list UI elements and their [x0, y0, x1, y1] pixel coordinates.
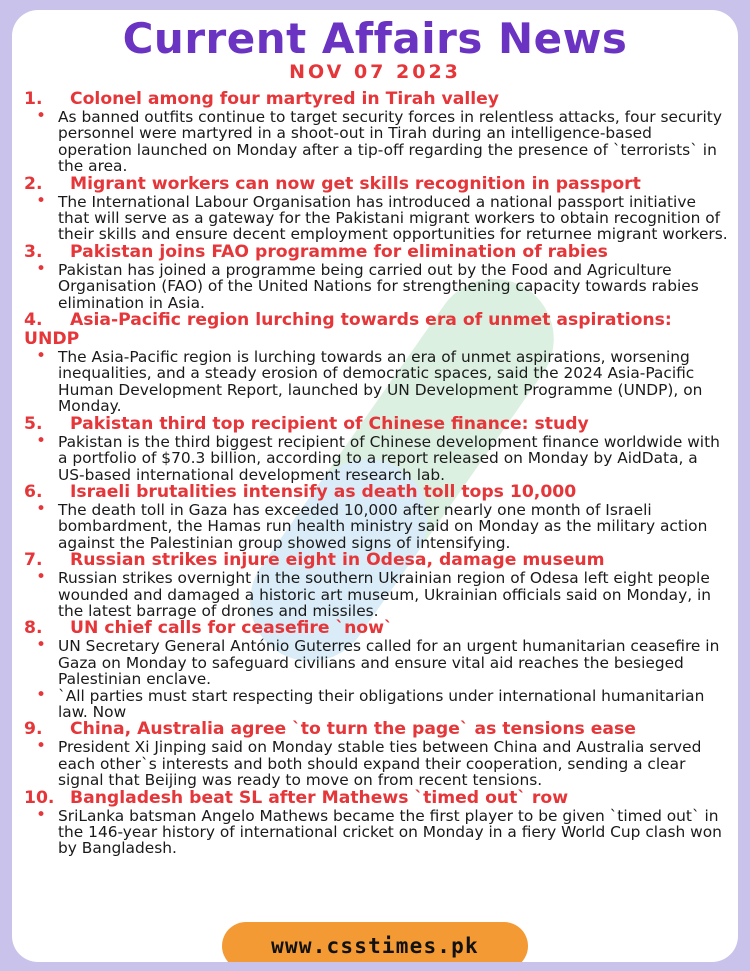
news-bullet: • Pakistan is the third biggest recipient of Chinese development finance worldwide with a portfolio of $70.3 billion, according to a report released on Monday by AidData, a US-based international development research lab.: [24, 434, 728, 483]
news-item: [24, 483, 728, 551]
website-link[interactable]: www.csstimes.pk: [271, 934, 479, 958]
news-bullet: • UN Secretary General António Guterres called for an urgent humanitarian ceasefire in Gaza on Monday to safeguard civilians and ensure vital aid reaches the besieged Palestinian enclave.: [24, 638, 728, 687]
news-item-title: [24, 619, 728, 638]
news-bullet: • SriLanka batsman Angelo Mathews became the first player to be given `timed out` in the 146-year history of international cricket on Monday in a fiery World Cup clash won by Bangladesh.: [24, 808, 728, 857]
news-bullet: • `All parties must start respecting their obligations under international humanitarian law. Now: [24, 688, 728, 721]
news-item-number: 5.: [24, 413, 43, 434]
news-item-headline: Israeli brutalities intensify as death toll tops 10,000: [70, 481, 577, 502]
news-item: [24, 90, 728, 175]
news-bullet: • Russian strikes overnight in the southern Ukrainian region of Odesa left eight people wounded and damaged a historic art museum, Ukrainian officials said on Monday, in the latest barrage of drones and missiles.: [24, 570, 728, 619]
news-item: [24, 175, 728, 243]
news-item: [24, 619, 728, 720]
news-item-headline: Migrant workers can now get skills recognition in passport: [70, 173, 641, 194]
news-item-headline: Asia-Pacific region lurching towards era of unmet aspirations: UNDP: [24, 310, 672, 350]
news-item: [24, 789, 728, 857]
news-card: [12, 10, 738, 962]
news-item: [24, 551, 728, 619]
news-item-title: [24, 551, 728, 570]
news-item-title: [24, 483, 728, 502]
news-item: [24, 415, 728, 483]
news-item-title: [24, 720, 728, 739]
news-item-title: [24, 243, 728, 262]
page-header: [12, 10, 738, 82]
news-item: [24, 243, 728, 311]
news-item-number: 2.: [24, 173, 43, 194]
news-item-number: 1.: [24, 89, 43, 109]
news-item-headline: Pakistan joins FAO programme for elimination of rabies: [70, 241, 608, 262]
news-bullet: • The death toll in Gaza has exceeded 10,000 after nearly one month of Israeli bombardment, the Hamas run health ministry said on Monday as the military action against the Palestinian group showed signs of intensifying.: [24, 502, 728, 551]
news-item-number: 10.: [24, 787, 55, 808]
news-bullet: • As banned outfits continue to target security forces in relentless attacks, four security personnel were martyred in a shoot-out in Tirah during an intelligence-based operation launched on Monday after a tip-off regarding the presence of `terrorists` in the area.: [24, 109, 728, 175]
news-item-number: 3.: [24, 241, 43, 262]
news-item-number: 7.: [24, 550, 43, 571]
page-title: Current Affairs News: [122, 14, 628, 63]
news-item-headline: Pakistan third top recipient of Chinese finance: study: [70, 413, 589, 434]
news-bullet: • The Asia-Pacific region is lurching towards an era of unmet aspirations, worsening inequalities, and a steady erosion of democratic spaces, said the 2024 Asia-Pacific Human Development Report, launched by UN Development Programme (UNDP), on Monday.: [24, 349, 728, 415]
news-item-headline: Colonel among four martyred in Tirah valley: [70, 89, 499, 109]
news-item-headline: UN chief calls for ceasefire `now`: [70, 618, 393, 639]
news-bullet: • The International Labour Organisation has introduced a national passport initiative that will serve as a gateway for the Pakistani migrant workers to obtain recognition of their skills and ensure decent employment opportunities for returnee migrant workers.: [24, 194, 728, 243]
page-date: NOV 07 2023: [289, 61, 461, 83]
news-item-headline: Russian strikes injure eight in Odesa, damage museum: [70, 550, 605, 571]
news-item-number: 6.: [24, 481, 43, 502]
news-item-number: 9.: [24, 719, 43, 740]
news-bullet: • Pakistan has joined a programme being carried out by the Food and Agriculture Organisation (FAO) of the United Nations for strengthening capacity towards rabies elimination in Asia.: [24, 262, 728, 311]
news-item-title: [24, 175, 728, 194]
news-item-title: [24, 311, 728, 349]
website-button[interactable]: [222, 922, 528, 962]
news-item-number: 8.: [24, 618, 43, 639]
news-item-number: 4.: [24, 310, 43, 331]
news-bullet: • President Xi Jinping said on Monday stable ties between China and Australia served each other`s interests and both should expand their cooperation, sending a clear signal that Beijing was ready to move on from recent tensions.: [24, 739, 728, 788]
news-item-headline: Bangladesh beat SL after Mathews `timed out` row: [70, 787, 569, 808]
news-item-headline: China, Australia agree `to turn the page` as tensions ease: [70, 719, 636, 740]
news-item: [24, 311, 728, 415]
news-item-title: [24, 415, 728, 434]
news-item: [24, 720, 728, 788]
news-item-title: [24, 90, 728, 109]
news-list: [24, 90, 728, 857]
news-item-title: [24, 789, 728, 808]
